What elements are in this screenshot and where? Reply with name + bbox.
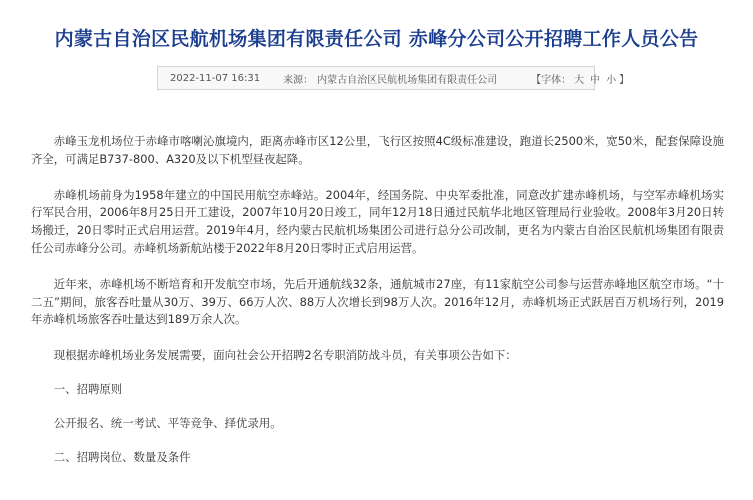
paragraph-recent-development: 近年来，赤峰机场不断培育和开发航空市场，先后开通航线32条，通航城市27座，有11家航空公司参与运营赤峰地区航空市场。“十二五”期间，旅客吞吐量从30万、39万、66万人次、88万人次增长到98万人次。2016年12月，赤峰机场正式跃居百万机场行列，2019年赤峰机场旅客吞吐量达到189万余人次。 — [31, 276, 724, 327]
paragraph-recruitment-notice: 现根据赤峰机场业务发展需要，面向社会公开招聘2名专职消防战斗员，有关事项公告如下： — [53, 348, 517, 363]
paragraph-airport-intro: 赤峰玉龙机场位于赤峰市喀喇沁旗境内，距离赤峰市区12公里，飞行区按照4C级标准建设，跑道长2500米，宽50米，配套保障设施齐全，可满足B737-800、A320及以下机型昼夜起降。 — [31, 134, 724, 166]
font-size-medium-link[interactable]: 中 — [590, 74, 601, 86]
article-meta-bar — [157, 66, 630, 90]
font-size-large-link[interactable]: 大 — [574, 74, 585, 86]
bracket-close: 】 — [619, 74, 630, 86]
article-body — [31, 133, 724, 482]
paragraph-principles: 公开报名、统一考试、平等竞争、择优录用。 — [53, 415, 282, 430]
page-title: 内蒙古自治区民航机场集团有限责任公司 赤峰分公司公开招聘工作人员公告 — [54, 28, 699, 50]
source-organization: 内蒙古自治区民航机场集团有限责任公司 — [317, 74, 498, 86]
font-size-small-link[interactable]: 小 — [606, 74, 617, 86]
font-size-label: 字体： — [541, 74, 572, 86]
publish-datetime: 2022-11-07 16:31 — [170, 72, 261, 84]
font-size-control — [531, 71, 629, 86]
section-heading-positions: 二、招聘岗位、数量及条件 — [53, 449, 191, 464]
bracket-open: 【 — [531, 74, 542, 86]
section-heading-principles: 一、招聘原则 — [53, 381, 123, 396]
paragraph-airport-history: 赤峰机场前身为1958年建立的中国民用航空赤峰站。2004年，经国务院、中央军委批准，同意改扩建赤峰机场，与空军赤峰机场实行军民合用，2006年8月25日开工建设，2007年10月20日竣工，同年12月18日通过民航华北地区管理局行业验收。2008年3月20日转场搬迁，20日零时正式启用运营。2019年4月，经内蒙古民航机场集团公司进行总分公司改制，更名为内蒙古自治区民航机场集团有限责任公司赤峰分公司。赤峰机场新航站楼于2022年8月20日零时正式启用运营。 — [31, 187, 724, 255]
source-label: 来源： — [283, 74, 314, 86]
